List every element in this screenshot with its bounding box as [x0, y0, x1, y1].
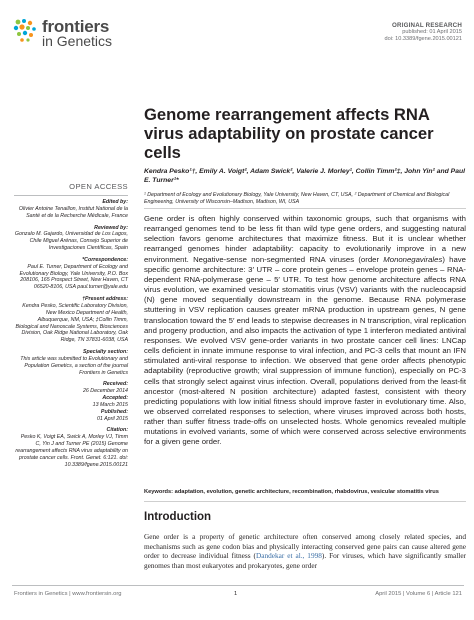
- correspondence[interactable]: Paul E. Turner, Department of Ecology and Evolutionary Biology, Yale University, P.O. Box 208106, 165 Prospect Street, New Haven, CT 06520-8106, USA paul.turner@yale.edu: [19, 263, 128, 291]
- accepted-date: 13 March 2015: [92, 401, 128, 408]
- footer-journal[interactable]: Frontiers in Genetics | www.frontiersin.org: [14, 591, 122, 597]
- journal-logo-subtitle: in Genetics: [42, 33, 113, 49]
- reviewed-by: Gonzalo M. Gajardo, Universidad de Los Lagos, Chile Miguel Arénas, Consejo Superior de Investigaciones Científicas, Spain: [14, 231, 128, 252]
- sidebar-divider: [14, 195, 128, 196]
- author-list: Kendra Pesko¹†, Emily A. Voigt², Adam Swick², Valerie J. Morley¹, Collin Timm²‡, John Yin² and Paul E. Turner¹*: [144, 168, 466, 184]
- title-divider: [144, 208, 466, 209]
- publish-date: published: 01 April 2015: [402, 29, 462, 36]
- published-label: Published:: [100, 408, 128, 415]
- article-type: ORIGINAL RESEARCH: [392, 22, 462, 29]
- reviewed-by-label: Reviewed by:: [94, 224, 128, 231]
- keywords: [144, 489, 466, 496]
- received-label: Received:: [102, 381, 128, 388]
- citation: Pesko K, Voigt EA, Swick A, Morley VJ, Timm C, Yin J and Turner PE (2015) Genome rearrangement affects RNA virus adaptability on prostate cancer cells. Front. Genet. 6:121. doi: 10.3389/fgene.2015.00121: [15, 434, 128, 468]
- sidebar: [14, 199, 128, 469]
- doi[interactable]: doi: 10.3389/fgene.2015.00121: [384, 36, 462, 43]
- abstract-part-1: Gene order is often highly conserved within taxonomic groups, such that organisms with rearranged genomes tend to be less fit than wild type gene orders, and suggesting natural selection favors genome architectures that maximize fitness. But it is unclear whether rearranged genomes hinder adaptability: capacity to evolutionarily improve in a new environment. Negative-sense non-segmented RNA viruses (order: [144, 214, 466, 264]
- edited-by-label: Edited by:: [102, 199, 128, 205]
- present-address-label: †Present address:: [82, 296, 128, 303]
- intro-part-1: Gene order is a property of genetic architecture often conserved among closely related species, and mechanisms such as gene codon bias and physically interacting conserved gene pairs can cause altered gene order to decrease individual fitness (: [144, 532, 466, 561]
- received-date: 26 December 2014: [82, 388, 128, 395]
- introduction-text: [144, 532, 466, 571]
- correspondence-label: *Correspondence:: [82, 256, 128, 263]
- intro-part-2: ). For viruses, which have significantly smaller genomes than most eukaryotes and prokaryotes, gene order: [144, 551, 466, 571]
- specialty-section: This article was submitted to Evolutionary and Population Genetics, a section of the journal Frontiers in Genetics: [20, 355, 128, 376]
- keywords-list: adaptation, evolution, genetic architecture, recombination, rhabdovirus, vesicular stomatitis virus: [174, 489, 439, 495]
- keywords-label: Keywords:: [144, 489, 174, 495]
- open-access-label: OPEN ACCESS: [69, 182, 128, 191]
- journal-logo-name: frontiers: [42, 17, 110, 36]
- affiliations: ¹ Department of Ecology and Evolutionary Biology, Yale University, New Haven, CT, USA, ² Department of Chemical and Biological Engineering, University of Wisconsin–Madison, Madison, WI, USA: [144, 192, 450, 205]
- accepted-label: Accepted:: [102, 395, 128, 402]
- section-heading-introduction: Introduction: [144, 511, 212, 523]
- page-number: 1: [234, 591, 238, 597]
- citation-link[interactable]: Dandekar et al., 1998: [255, 551, 322, 561]
- frontiers-logo-icon: [10, 16, 40, 46]
- article-title: Genome rearrangement affects RNA virus adaptability on prostate cancer cells: [144, 105, 434, 162]
- edited-by: Olivier Antoine Tenaillon, Institut National de la Santé et de la Recherche Médicale, France: [18, 205, 128, 219]
- keywords-divider: [144, 501, 466, 502]
- abstract-italic-term: Mononegavirales: [383, 254, 443, 264]
- citation-label: Citation:: [106, 427, 128, 434]
- specialty-section-label: Specialty section:: [82, 349, 128, 356]
- footer-divider: [12, 585, 464, 586]
- abstract-part-2: ) have specific genome architecture: 3′ UTR – core protein genes – envelope protein genes – RNA-dependent RNA-polymerase gene – 5′ UTR. To test how genome architecture affects RNA virus evolution, we examined vesicular stomatitis virus (VSV) variants with the nucleocapsid (N) gene moved sequentially downstream in the genome. Because RNA polymerase stuttering in VSV replication causes greater mRNA production in upstream genes, N gene translocation toward the 5′ end leads to stepwise decreases in N transcription, viral replication and progeny production, and also impacts the activation of type 1 interferon mediated antiviral responses. We evolved VSV gene-order variants in two prostate cancer cell lines: LNCap cells deficient in innate immune response to viral infection, and PC-3 cells that mount an IFN stimulated anti-viral response to infection. We observed that gene order affects phenotypic adaptability (reproductive growth; viral suppression of immune function), especially on PC-3 cells that strongly select against virus infection. Overall, populations derived from the least-fit ancestor (most-altered N position architecture) adapted fastest, consistent with theory predicting populations with low initial fitness should improve faster in evolutionary time. Also, we observed correlated responses to selection, where viruses improved across both hosts, rather than suffer fitness trade-offs on unselected hosts. Whole genomics revealed multiple mutations in evolved variants, some of which were conserved across selective environments for a given gene order.: [144, 254, 466, 447]
- present-address: Kendra Pesko, Scientific Laboratory Division, New Mexico Department of Health, Albuquerque, NM, USA; ‡Collin Timm, Biological and Nanoscale Systems, Biosciences Division, Oak Ridge National Laboratory, Oak Ridge, TN 37831-6038, USA: [15, 302, 128, 344]
- abstract: [144, 214, 466, 448]
- published-date: 01 April 2015: [96, 415, 128, 422]
- footer-volume: April 2015 | Volume 6 | Article 121: [375, 591, 462, 597]
- article-meta: [385, 22, 462, 44]
